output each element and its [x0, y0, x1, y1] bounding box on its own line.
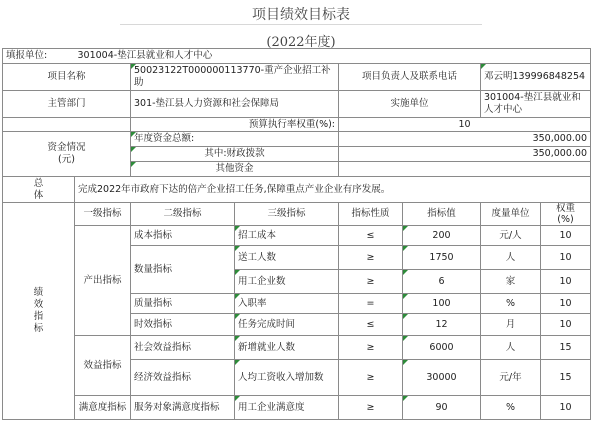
- row-4-weight: 10: [559, 318, 572, 330]
- row-6-value-cell[interactable]: [403, 360, 481, 396]
- row-1-l3-cell[interactable]: [235, 246, 339, 270]
- row-5-l3-cell[interactable]: [235, 336, 339, 360]
- overall-text-cell[interactable]: [75, 177, 591, 203]
- header-value-text: 指标值: [427, 208, 456, 219]
- header-nature[interactable]: [339, 203, 403, 226]
- row-4-l3-cell[interactable]: [235, 314, 339, 336]
- row-4-nature: ≤: [366, 318, 375, 330]
- project-name-label-cell[interactable]: [3, 64, 131, 91]
- perf-label: 绩 效 指 标: [33, 287, 44, 334]
- l2-quantity-cell[interactable]: [131, 246, 235, 294]
- filler-value: 301004-垫江县就业和人才中心: [77, 50, 213, 61]
- l2-quantity: 数量指标: [134, 263, 173, 275]
- row-1-value-cell[interactable]: [403, 246, 481, 270]
- row-2-unit: 家: [505, 275, 516, 287]
- row-7-nature-cell[interactable]: [339, 396, 403, 420]
- row-0-l3: 招工成本: [238, 229, 277, 241]
- l2-time-cell[interactable]: [131, 314, 235, 336]
- project-name-value: 50023122T000000113770-重产企业招工补助: [134, 65, 331, 88]
- row-0-nature-cell[interactable]: [339, 226, 403, 246]
- header-weight[interactable]: [541, 203, 591, 226]
- funds-total-label: 年度资金总额:: [134, 133, 195, 144]
- row-6-l3-cell[interactable]: [235, 360, 339, 396]
- row-2-value-cell[interactable]: [403, 270, 481, 294]
- row-4-unit: 月: [505, 318, 516, 330]
- header-l1-text: 一级指标: [83, 208, 122, 219]
- row-0-unit-cell[interactable]: [481, 226, 541, 246]
- header-nature-text: 指标性质: [351, 208, 390, 219]
- row-2-value: 6: [438, 275, 445, 287]
- empty-cell[interactable]: [3, 118, 131, 132]
- l2-cost: 成本指标: [134, 229, 173, 241]
- project-name-cell[interactable]: [131, 64, 339, 91]
- sheet-title: 项目绩效目标表: [252, 7, 350, 23]
- row-2-l3: 用工企业数: [238, 275, 286, 287]
- row-0-weight-cell[interactable]: [541, 226, 591, 246]
- row-0-value-cell[interactable]: [403, 226, 481, 246]
- funds-other-label: 其他资金: [215, 163, 254, 174]
- row-1-value: 1750: [429, 251, 454, 263]
- row-7-value-cell[interactable]: [403, 396, 481, 420]
- row-6-unit: 元/年: [499, 371, 522, 383]
- impl-cell[interactable]: [481, 91, 591, 118]
- row-7-nature: ≥: [366, 401, 375, 413]
- row-6-l3: 人均工资收入增加数: [238, 371, 324, 383]
- l2-satisfaction-cell[interactable]: [131, 396, 235, 420]
- l2-satisfaction: 服务对象满意度指标: [134, 401, 220, 413]
- row-3-value: 100: [432, 297, 451, 309]
- header-l2[interactable]: [131, 203, 235, 226]
- l2-economic: 经济效益指标: [134, 371, 192, 383]
- row-0-l3-cell[interactable]: [235, 226, 339, 246]
- row-3-weight-cell[interactable]: [541, 294, 591, 314]
- dept-label: 主管部门: [47, 98, 86, 109]
- overall-text: 完成2022年市政府下达的倍产企业招工任务,保障重点产业企业有序发展。: [78, 183, 391, 195]
- performance-target-table: [2, 48, 591, 420]
- row-2-nature: ≥: [366, 275, 375, 287]
- row-5-l3: 新增就业人数: [238, 341, 296, 353]
- row-7-weight: 10: [559, 401, 572, 413]
- row-4-l3: 任务完成时间: [238, 318, 296, 330]
- row-4-weight-cell[interactable]: [541, 314, 591, 336]
- project-name-label: 项目名称: [47, 71, 86, 82]
- row-7-unit: %: [505, 401, 516, 413]
- funds-total-value: 350,000.00: [532, 133, 587, 144]
- row-2-nature-cell[interactable]: [339, 270, 403, 294]
- row-1-weight-cell[interactable]: [541, 246, 591, 270]
- row-6-nature-cell[interactable]: [339, 360, 403, 396]
- funds-label: 资金情况 (元): [47, 142, 86, 165]
- row-6-value: 30000: [426, 371, 457, 383]
- funds-fiscal-value: 350,000.00: [532, 148, 587, 159]
- row-3-l3: 入职率: [238, 297, 267, 309]
- group-output-cell[interactable]: [75, 226, 131, 336]
- budget-weight-label: 预算执行率权重(%):: [248, 118, 335, 130]
- row-4-unit-cell[interactable]: [481, 314, 541, 336]
- contact-cell[interactable]: [481, 64, 591, 91]
- row-7-weight-cell[interactable]: [541, 396, 591, 420]
- header-l2-text: 二级指标: [163, 208, 202, 219]
- row-7-value: 90: [435, 401, 448, 413]
- funds-fiscal-cell[interactable]: [339, 147, 591, 162]
- row-5-unit: 人: [505, 341, 516, 353]
- sheet-year: (2022年度): [266, 35, 336, 50]
- l2-quality-cell[interactable]: [131, 294, 235, 314]
- budget-weight-value: 10: [458, 118, 471, 130]
- row-6-weight-cell[interactable]: [541, 360, 591, 396]
- row-3-value-cell[interactable]: [403, 294, 481, 314]
- row-4-value: 12: [435, 318, 448, 330]
- header-value[interactable]: [403, 203, 481, 226]
- impl-label-cell[interactable]: [339, 91, 481, 118]
- group-satisfaction: 满意度指标: [78, 401, 127, 413]
- impl-label: 实施单位: [390, 98, 429, 109]
- filler-label: 填报单位:: [6, 50, 48, 61]
- dept-value: 301-垫江县人力资源和社会保障局: [134, 98, 280, 109]
- title-divider: [120, 24, 482, 25]
- contact-value: 邓云明139996848254: [484, 71, 586, 82]
- funds-fiscal-label-cell[interactable]: [131, 147, 339, 162]
- header-l3-text: 三级指标: [267, 208, 306, 219]
- row-3-unit: %: [505, 297, 516, 309]
- funds-other-cell[interactable]: [339, 162, 591, 177]
- row-5-unit-cell[interactable]: [481, 336, 541, 360]
- l2-social-cell[interactable]: [131, 336, 235, 360]
- header-l3[interactable]: [235, 203, 339, 226]
- row-6-nature: ≥: [366, 371, 375, 383]
- row-1-l3: 送工人数: [238, 251, 277, 263]
- row-3-unit-cell[interactable]: [481, 294, 541, 314]
- row-3-l3-cell[interactable]: [235, 294, 339, 314]
- row-2-unit-cell[interactable]: [481, 270, 541, 294]
- row-1-unit: 人: [505, 251, 516, 263]
- funds-fiscal-label: 其中:财政拨款: [204, 148, 265, 159]
- header-unit[interactable]: [481, 203, 541, 226]
- l2-time: 时效指标: [134, 318, 173, 330]
- funds-label-cell[interactable]: [3, 132, 131, 177]
- row-4-value-cell[interactable]: [403, 314, 481, 336]
- row-2-weight-cell[interactable]: [541, 270, 591, 294]
- group-output: 产出指标: [83, 274, 122, 286]
- funds-total-cell[interactable]: [339, 132, 591, 147]
- row-5-weight-cell[interactable]: [541, 336, 591, 360]
- l2-quality: 质量指标: [134, 297, 173, 309]
- dept-cell[interactable]: [131, 91, 339, 118]
- row-3-nature-cell[interactable]: [339, 294, 403, 314]
- row-2-l3-cell[interactable]: [235, 270, 339, 294]
- row-5-value-cell[interactable]: [403, 336, 481, 360]
- impl-value: 301004-垫江县就业和人才中心: [484, 92, 581, 115]
- funds-total-label-cell[interactable]: [131, 132, 339, 147]
- row-7-l3: 用工企业满意度: [238, 401, 305, 413]
- row-1-nature: ≥: [366, 251, 375, 263]
- row-5-nature: ≥: [366, 341, 375, 353]
- overall-label-cell[interactable]: [3, 177, 75, 203]
- l2-cost-cell[interactable]: [131, 226, 235, 246]
- row-7-unit-cell[interactable]: [481, 396, 541, 420]
- row-6-weight: 15: [559, 371, 572, 383]
- row-6-unit-cell[interactable]: [481, 360, 541, 396]
- row-1-nature-cell[interactable]: [339, 246, 403, 270]
- contact-label: 项目负责人及联系电话: [361, 71, 457, 82]
- header-weight-text: 权重 (%): [555, 203, 575, 225]
- row-5-nature-cell[interactable]: [339, 336, 403, 360]
- filler-label-cell[interactable]: [3, 49, 75, 64]
- budget-weight-label-cell[interactable]: [131, 118, 339, 132]
- row-2-weight: 10: [559, 275, 572, 287]
- filler-value-cell[interactable]: [75, 49, 591, 64]
- row-5-weight: 15: [559, 341, 572, 353]
- budget-weight-cell[interactable]: [339, 118, 591, 132]
- dept-label-cell[interactable]: [3, 91, 131, 118]
- row-0-value: 200: [432, 229, 451, 241]
- row-0-nature: ≤: [366, 229, 375, 241]
- row-4-nature-cell[interactable]: [339, 314, 403, 336]
- contact-label-cell[interactable]: [339, 64, 481, 91]
- row-1-weight: 10: [559, 251, 572, 263]
- row-3-weight: 10: [559, 297, 572, 309]
- row-1-unit-cell[interactable]: [481, 246, 541, 270]
- header-l1[interactable]: [75, 203, 131, 226]
- row-0-unit: 元/人: [499, 229, 522, 241]
- row-5-value: 6000: [429, 341, 454, 353]
- header-unit-text: 度量单位: [491, 208, 530, 219]
- row-3-nature: =: [366, 297, 375, 309]
- row-7-l3-cell[interactable]: [235, 396, 339, 420]
- group-benefit-cell[interactable]: [75, 336, 131, 396]
- perf-label-cell[interactable]: [3, 203, 75, 420]
- group-satisfaction-cell[interactable]: [75, 396, 131, 420]
- l2-economic-cell[interactable]: [131, 360, 235, 396]
- group-benefit: 效益指标: [83, 359, 122, 371]
- overall-label: 总 体: [33, 177, 44, 201]
- row-0-weight: 10: [559, 229, 572, 241]
- l2-social: 社会效益指标: [134, 341, 192, 353]
- funds-other-label-cell[interactable]: [131, 162, 339, 177]
